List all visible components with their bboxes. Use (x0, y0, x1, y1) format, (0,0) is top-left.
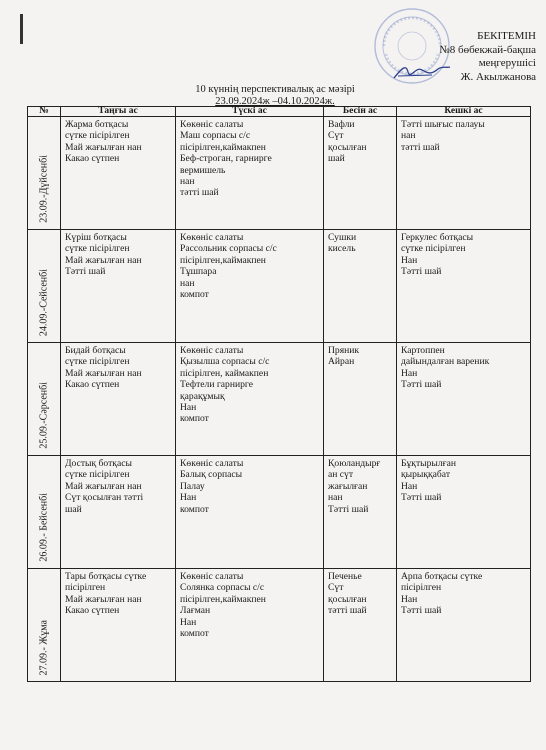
header-dinner: Кешкі ас (397, 107, 531, 117)
snack-cell (324, 343, 397, 456)
table-row (28, 117, 531, 230)
lunch-text: Көкөніс салаты Балық сорпасы Палау Нан компот (180, 458, 244, 515)
lunch-text: Көкөніс салаты Рассольник сорпасы с/с пісірілген,каймакпен Тұшпара нан компот (180, 232, 277, 301)
breakfast-cell (61, 117, 176, 230)
approval-word: БЕКІТЕМІН (477, 30, 536, 42)
approval-line-1: №8 бөбекжай-бақша (439, 43, 536, 56)
header-lunch: Түскі ас (176, 107, 324, 117)
margin-mark (20, 14, 23, 44)
breakfast-text: Бидай ботқасы сүтке пісірілген Май жағылған нан Какао сүтпен (65, 345, 142, 391)
table-row (28, 456, 531, 569)
day-cell (28, 343, 61, 456)
header-breakfast: Таңғы ас (61, 107, 176, 117)
dinner-text: Арпа ботқасы сүтке пісірілген Нан Тәтті шай (401, 571, 483, 617)
dinner-text: Бұқтырылған қырыққабат Нан Тәтті шай (401, 458, 456, 504)
snack-text: Сушки кисель (328, 232, 357, 255)
day-cell (28, 117, 61, 230)
day-cell (28, 569, 61, 682)
snack-text: Вафли Сүт қосылған шай (328, 119, 367, 165)
menu-table (27, 106, 531, 682)
snack-cell (324, 230, 397, 343)
lunch-cell (176, 456, 324, 569)
approval-signer: Ж. Акылжанова (460, 70, 536, 83)
dinner-text: Картоппен дайындалған вареник Нан Тәтті шай (401, 345, 490, 391)
day-label: 25.09.-Сәрсенбі (38, 382, 50, 449)
table-row (28, 569, 531, 682)
approval-line-2: меңгерушісі (478, 57, 536, 69)
snack-text: Печенье Сүт қосылған тәтті шай (328, 571, 367, 617)
dinner-cell (397, 343, 531, 456)
day-label: 26.09.- Бейсенбі (38, 493, 50, 562)
day-label: 23.09.-Дүйсенбі (38, 155, 50, 223)
table-row (28, 343, 531, 456)
dinner-cell (397, 456, 531, 569)
lunch-cell (176, 117, 324, 230)
lunch-cell (176, 343, 324, 456)
header-number: № (28, 107, 61, 117)
day-label: 27.09.- Жұма (38, 619, 50, 675)
lunch-text: Көкөніс салаты Қызылша сорпасы с/с пісірілген, каймакпен Тефтели гарнирге қарақұмық Нан компот (180, 345, 270, 425)
breakfast-cell (61, 456, 176, 569)
title-line: 10 күннің перспективалық ас мәзірі (195, 84, 355, 95)
breakfast-text: Тары ботқасы сүтке пісірілген Май жағылған нан Какао сүтпен (65, 571, 147, 617)
header-row (28, 107, 531, 117)
lunch-cell (176, 569, 324, 682)
day-cell (28, 456, 61, 569)
dinner-cell (397, 117, 531, 230)
snack-text: Пряник Айран (328, 345, 360, 368)
breakfast-text: Достық ботқасы сүтке пісірілген Май жағылған нан Сүт қосылған тәтті шай (65, 458, 144, 515)
table-row (28, 230, 531, 343)
day-label: 24.09.-Сейсенбі (38, 268, 50, 336)
breakfast-cell (61, 569, 176, 682)
breakfast-text: Күріш ботқасы сүтке пісірілген Май жағылған нан Тәтті шай (65, 232, 142, 278)
title-dates: 23.09.2024ж –04.10.2024ж. (215, 96, 335, 107)
dinner-text: Тәтті шығыс палауы нан тәтті шай (401, 119, 485, 153)
approval-block (439, 30, 536, 84)
header-snack: Бесін ас (324, 107, 397, 117)
breakfast-cell (61, 343, 176, 456)
dinner-cell (397, 230, 531, 343)
day-cell (28, 230, 61, 343)
breakfast-text: Жарма ботқасы сүтке пісірілген Май жағылған нан Какао сүтпен (65, 119, 142, 165)
menu-title (190, 84, 360, 108)
dinner-cell (397, 569, 531, 682)
snack-cell (324, 117, 397, 230)
dinner-text: Геркулес ботқасы сүтке пісірілген Нан Тәтті шай (401, 232, 474, 278)
snack-cell (324, 569, 397, 682)
lunch-cell (176, 230, 324, 343)
breakfast-cell (61, 230, 176, 343)
lunch-text: Көкөніс салаты Маш сорпасы с/с пісірілген,каймакпен Беф-строган, гарнирге вермишель нан тәтті шай (180, 119, 272, 199)
snack-cell (324, 456, 397, 569)
lunch-text: Көкөніс салаты Солянка сорпасы с/с пісірілген,каймакпен Лағман Нан компот (180, 571, 266, 640)
snack-text: Қоюландырғ ан сүт жағылған нан Тәтті шай (328, 458, 381, 515)
